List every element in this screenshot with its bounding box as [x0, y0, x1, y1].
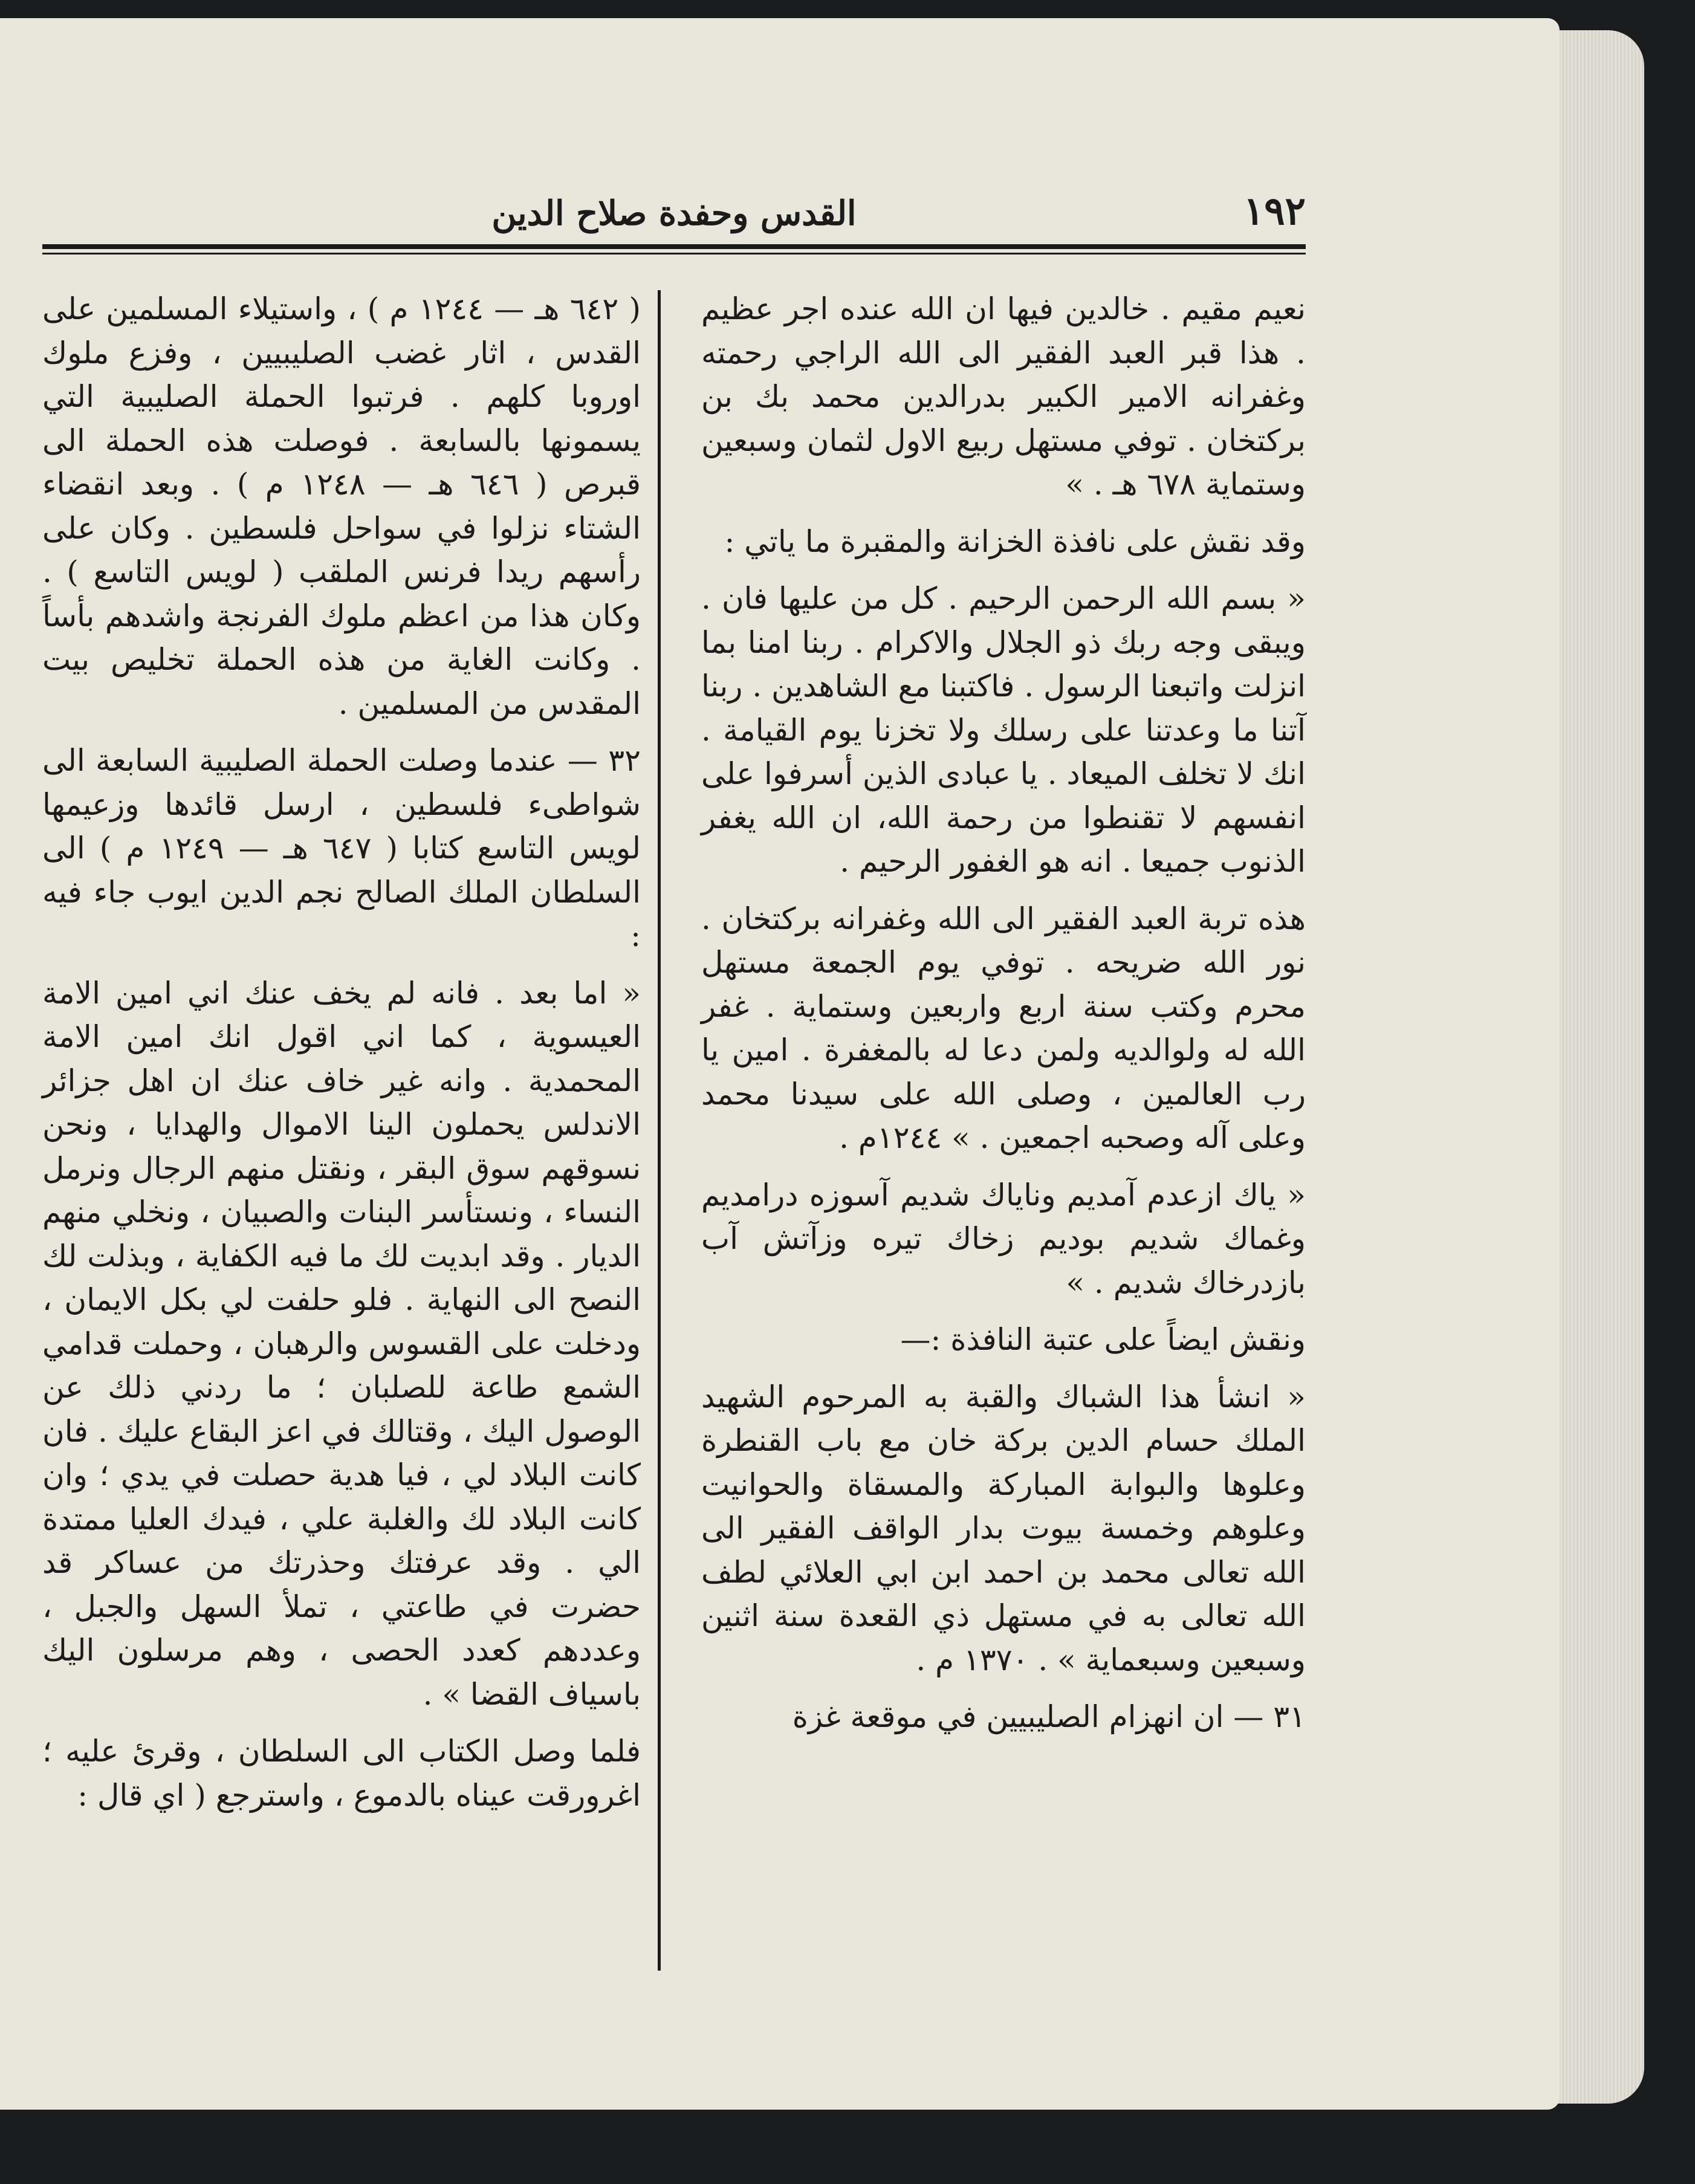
- column-divider: [658, 290, 661, 1971]
- paragraph: ( ٦٤٢ هـ — ١٢٤٤ م ) ، واستيلاء المسلمين على القدس ، اثار غضب الصليبيين ، وفزع ملوك اوروبا كلهم . فرتبوا الحملة الصليبية التي يسمونها بالسابعة . فوصلت هذه الحملة الى قبرص ( ٦٤٦ هـ — ١٢٤٨ م ) . وبعد انقضاء الشتاء نزلوا في سواحل فلسطين . وكان على رأسهم ريدا فرنس الملقب ( لويس التاسع ) . وكان هذا من اعظم ملوك الفرنجة واشدهم بأساً . وكانت الغاية من هذه الحملة تخليص بيت المقدس من المسلمين .: [42, 291, 641, 721]
- header-rule-thin: [42, 253, 1306, 254]
- page-header: [42, 181, 1306, 248]
- paragraph: هذه تربة العبد الفقير الى الله وغفرانه بركتخان . نور الله ضريحه . توفي يوم الجمعة مستهل محرم وكتب سنة اربع واربعين وستماية . غفر الله له ولوالديه ولمن دعا له بالمغفرة . امين يا رب العالمين ، وصلى الله على سيدنا محمد وعلى آله وصحبه اجمعين . » ١٢٤٤م .: [701, 901, 1306, 1155]
- paragraph: « انشأ هذا الشباك والقبة به المرحوم الشهيد الملك حسام الدين بركة خان مع باب القنطرة وعلوها والبوابة المباركة والمسقاة والحوانيت وعلوهم وخمسة بيوت بدار الواقف الفقير الى الله تعالى محمد بن احمد ابن ابي العلائي لطف الله تعالى به في مستهل ذي القعدة سنة اثنين وسبعين وسبعماية » . ١٣٧٠ م .: [701, 1379, 1306, 1677]
- paragraph: ٣٢ — عندما وصلت الحملة الصليبية السابعة الى شواطىء فلسطين ، ارسل قائدها وزعيمها لويس التاسع كتابا ( ٦٤٧ هـ — ١٢٤٩ م ) الى السلطان الملك الصالح نجم الدين ايوب جاء فيه :: [42, 743, 641, 953]
- paragraph: فلما وصل الكتاب الى السلطان ، وقرئ عليه ؛ اغرورقت عيناه بالدموع ، واسترجع ( اي قال :: [42, 1734, 641, 1813]
- paragraph: « اما بعد . فانه لم يخف عنك اني امين الامة العيسوية ، كما اني اقول انك امين الامة المحمدية . وانه غير خاف عنك ان اهل جزائر الاندلس يحملون الينا الاموال والهدايا ، ونحن نسوقهم سوق البقر ، ونقتل منهم الرجال ونرمل النساء ، ونستأسر البنات والصبيان ، ونخلي منهم الديار . وقد ابديت لك ما فيه الكفاية ، وبذلت لك النصح الى النهاية . فلو حلفت لي بكل الايمان ، ودخلت على القسوس والرهبان ، وحملت قدامي الشمع طاعة للصلبان ؛ ما ردني ذلك عن الوصول اليك ، وقتالك في اعز البقاع عليك . فان كانت البلاد لي ، فيا هدية حصلت في يدي ؛ وان كانت البلاد لك والغلبة علي ، فيدك العليا ممتدة الي . وقد عرفتك وحذرتك من عساكر قد حضرت في طاعتي ، تملأ السهل والجبل ، وعددهم كعدد الحصى ، وهم مرسلون اليك باسياف القضا » .: [42, 975, 641, 1712]
- right-column: [701, 287, 1306, 1752]
- left-column: [42, 287, 641, 1830]
- paragraph: ٣١ — ان انهزام الصليبيين في موقعة غزة: [792, 1699, 1306, 1734]
- paragraph: « ياك ازعدم آمديم وناياك شديم آسوزه درامديم وغماك شديم بوديم زخاك تيره وزآتش آب بازدرخاك شديم . »: [701, 1177, 1306, 1300]
- paragraph: ونقش ايضاً على عتبة النافذة :—: [900, 1322, 1306, 1357]
- paragraph: وقد نقش على نافذة الخزانة والمقبرة ما ياتي :: [724, 523, 1306, 559]
- paragraph: « بسم الله الرحمن الرحيم . كل من عليها فان . ويبقى وجه ربك ذو الجلال والاكرام . ربنا امنا بما انزلت واتبعنا الرسول . فاكتبنا مع الشاهدين . ربنا آتنا ما وعدتنا على رسلك ولا تخزنا يوم القيامة . انك لا تخلف الميعاد . يا عبادى الذين أسرفوا على انفسهم لا تقنطوا من رحمة الله، ان الله يغفر الذنوب جميعا . انه هو الغفور الرحيم .: [701, 581, 1306, 879]
- paragraph: نعيم مقيم . خالدين فيها ان الله عنده اجر عظيم . هذا قبر العبد الفقير الى الله الراجي رحمته وغفرانه الامير الكبير بدرالدين محمد بك بن بركتخان . توفي مستهل ربيع الاول لثمان وسبعين وستماية ٦٧٨ هـ . »: [701, 291, 1306, 502]
- header-rule-thick: [42, 244, 1306, 249]
- running-title: القدس وحفدة صلاح الدين: [491, 193, 857, 233]
- page-number: ١٩٢: [1243, 189, 1306, 234]
